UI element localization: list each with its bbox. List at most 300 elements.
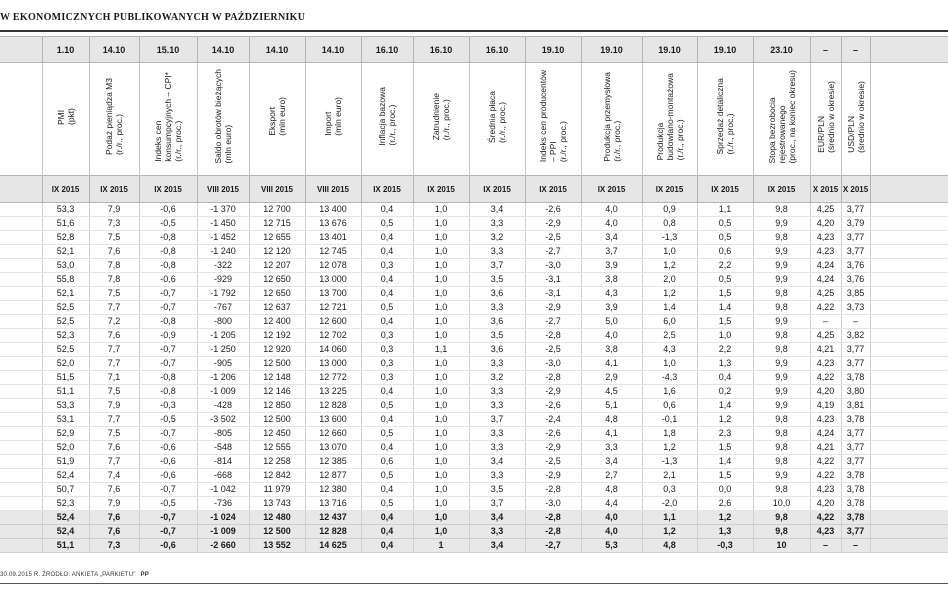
value-cell: 3,3 (469, 441, 525, 455)
value-cell: 53,3 (42, 399, 89, 413)
value-cell: 9,9 (753, 469, 810, 483)
value-cell: 7,7 (89, 343, 139, 357)
value-cell: 3,76 (841, 259, 870, 273)
value-cell: 1,0 (413, 469, 469, 483)
value-cell: -1 206 (197, 371, 249, 385)
value-cell: 12 500 (249, 413, 305, 427)
value-cell: 12 715 (249, 217, 305, 231)
table-row (0, 399, 948, 413)
value-cell: 12 555 (249, 441, 305, 455)
row-tail-cell (870, 511, 948, 525)
value-cell: 13 401 (305, 231, 361, 245)
value-cell: 12 828 (305, 525, 361, 539)
value-cell: 12 702 (305, 329, 361, 343)
row-tail-cell (870, 385, 948, 399)
value-cell: 11 979 (249, 483, 305, 497)
row-tail-cell (870, 399, 948, 413)
period-cell: IX 2015 (525, 176, 581, 203)
value-cell: -814 (197, 455, 249, 469)
value-cell: 3,3 (469, 245, 525, 259)
value-cell: 2,3 (697, 427, 753, 441)
value-cell: 0,4 (361, 273, 413, 287)
table-row (0, 455, 948, 469)
value-cell: 0,0 (697, 483, 753, 497)
value-cell: -0,8 (139, 259, 197, 273)
value-cell: 0,4 (361, 511, 413, 525)
row-tail-cell (870, 231, 948, 245)
value-cell: 1,0 (413, 231, 469, 245)
value-cell: 3,3 (469, 525, 525, 539)
value-cell: 2,9 (581, 371, 642, 385)
value-cell: 3,9 (581, 259, 642, 273)
value-cell: 0,4 (361, 385, 413, 399)
value-cell: 1,0 (413, 441, 469, 455)
value-cell: 9,8 (753, 525, 810, 539)
value-cell: -905 (197, 357, 249, 371)
value-cell: 1,1 (697, 203, 753, 217)
column-header-label: Saldo obrotów bieżących (mln euro) (213, 69, 233, 164)
value-cell: 7,7 (89, 357, 139, 371)
value-cell: -767 (197, 301, 249, 315)
value-cell: 3,2 (469, 231, 525, 245)
table-row (0, 259, 948, 273)
value-cell: 13 676 (305, 217, 361, 231)
value-cell: -0,8 (139, 315, 197, 329)
value-cell: -0,7 (139, 525, 197, 539)
value-cell: 7,3 (89, 217, 139, 231)
value-cell: 12 655 (249, 231, 305, 245)
value-cell: 1,0 (413, 483, 469, 497)
value-cell: -2,8 (525, 525, 581, 539)
row-label-cell (0, 301, 42, 315)
value-cell: 4,23 (810, 413, 841, 427)
value-cell: 7,8 (89, 259, 139, 273)
value-cell: -2,5 (525, 343, 581, 357)
value-cell: 12 385 (305, 455, 361, 469)
value-cell: 1,0 (642, 245, 697, 259)
value-cell: 9,9 (753, 245, 810, 259)
value-cell: -0,9 (139, 329, 197, 343)
release-date-cell: 23.10 (753, 37, 810, 63)
value-cell: 0,6 (361, 455, 413, 469)
row-label-cell (0, 385, 42, 399)
value-cell: 52,4 (42, 469, 89, 483)
value-cell: 9,9 (753, 399, 810, 413)
value-cell: -1 450 (197, 217, 249, 231)
value-cell: 4,21 (810, 343, 841, 357)
value-cell: 4,8 (581, 413, 642, 427)
value-cell: 4,0 (581, 203, 642, 217)
row-label-cell (0, 483, 42, 497)
row-label-cell (0, 217, 42, 231)
period-cell: X 2015 (841, 176, 870, 203)
value-cell: 0,3 (642, 483, 697, 497)
value-cell: 9,8 (753, 231, 810, 245)
value-cell: 4,22 (810, 371, 841, 385)
row-tail-cell (870, 357, 948, 371)
value-cell: 3,3 (469, 427, 525, 441)
value-cell: 0,4 (361, 483, 413, 497)
value-cell: 1,2 (697, 413, 753, 427)
value-cell: 3,5 (469, 329, 525, 343)
indicator-name-cell (810, 63, 841, 176)
value-cell: 12 480 (249, 511, 305, 525)
value-cell: 1,2 (697, 511, 753, 525)
row-label-cell (0, 441, 42, 455)
value-cell: 12 148 (249, 371, 305, 385)
value-cell: 13 400 (305, 203, 361, 217)
value-cell: -2,9 (525, 217, 581, 231)
indicator-name-cell (469, 63, 525, 176)
value-cell: 7,6 (89, 483, 139, 497)
row-label-cell (0, 371, 42, 385)
value-cell: -0,7 (139, 483, 197, 497)
value-cell: -0,5 (139, 413, 197, 427)
row-tail-cell (870, 525, 948, 539)
value-cell: 7,9 (89, 497, 139, 511)
value-cell: 51,6 (42, 217, 89, 231)
value-cell: 1,2 (642, 441, 697, 455)
value-cell: -0,6 (139, 441, 197, 455)
release-date-cell: 1.10 (42, 37, 89, 63)
value-cell: 52,1 (42, 287, 89, 301)
row-tail-cell (870, 371, 948, 385)
value-cell: 3,3 (469, 469, 525, 483)
value-cell: -548 (197, 441, 249, 455)
value-cell: 4,3 (642, 343, 697, 357)
value-cell: 13 225 (305, 385, 361, 399)
row-label-cell (0, 413, 42, 427)
value-cell: -0,7 (139, 287, 197, 301)
release-date-cell: 16.10 (361, 37, 413, 63)
release-date-cell: 19.10 (697, 37, 753, 63)
value-cell: 4,23 (810, 483, 841, 497)
value-cell: 1,0 (642, 357, 697, 371)
value-cell: 0,4 (361, 539, 413, 553)
value-cell: 4,22 (810, 511, 841, 525)
value-cell: 1,0 (413, 301, 469, 315)
value-cell: -0,8 (139, 231, 197, 245)
value-cell: -3,1 (525, 287, 581, 301)
source-footnote (0, 572, 149, 578)
value-cell: -2,9 (525, 441, 581, 455)
period-cell: X 2015 (810, 176, 841, 203)
value-cell: 3,3 (581, 441, 642, 455)
release-date-cell: 19.10 (581, 37, 642, 63)
value-cell: 9,8 (753, 413, 810, 427)
row-tail-cell (870, 315, 948, 329)
table-row (0, 217, 948, 231)
value-cell: 3,3 (469, 399, 525, 413)
value-cell: 3,78 (841, 469, 870, 483)
value-cell: 1,8 (642, 427, 697, 441)
value-cell: 3,79 (841, 217, 870, 231)
value-cell: 3,82 (841, 329, 870, 343)
value-cell: -1 009 (197, 525, 249, 539)
period-cell: IX 2015 (139, 176, 197, 203)
value-cell: 0,5 (361, 497, 413, 511)
value-cell: 3,3 (469, 357, 525, 371)
indicator-name-cell (361, 63, 413, 176)
value-cell: 3,6 (469, 343, 525, 357)
value-cell: 1,4 (697, 301, 753, 315)
indicator-name-cell (42, 63, 89, 176)
value-cell: 9,8 (753, 427, 810, 441)
value-cell: -3,0 (525, 357, 581, 371)
publisher-logo: PP (140, 572, 149, 578)
value-cell: 9,9 (753, 259, 810, 273)
value-cell: -736 (197, 497, 249, 511)
value-cell: -0,5 (139, 497, 197, 511)
value-cell: 1,0 (413, 497, 469, 511)
value-cell: 0,5 (361, 399, 413, 413)
row-tail-cell (870, 427, 948, 441)
value-cell: 7,6 (89, 245, 139, 259)
column-header-label: Produkcja przemysłowa (r./r., proc.) (601, 71, 622, 162)
value-cell: 1,0 (413, 203, 469, 217)
row-label-cell (0, 357, 42, 371)
column-header-label: Indeks cen producentów – PPI (r./r., proc.) (538, 70, 568, 163)
summary-row (0, 511, 948, 525)
row-tail-cell (870, 217, 948, 231)
value-cell: 12 877 (305, 469, 361, 483)
table-row (0, 469, 948, 483)
value-cell: – (810, 315, 841, 329)
value-cell: 2,2 (697, 343, 753, 357)
value-cell: 12 637 (249, 301, 305, 315)
column-header-label: Indeks cen konsumpcyjnych – CPI* (r./r., proc.) (153, 71, 183, 162)
value-cell: 1,3 (697, 525, 753, 539)
value-cell: 12 745 (305, 245, 361, 259)
release-date-cell: 19.10 (642, 37, 697, 63)
release-date-cell: 14.10 (249, 37, 305, 63)
value-cell: 6,0 (642, 315, 697, 329)
table-row (0, 315, 948, 329)
table-row (0, 301, 948, 315)
value-cell: 0,5 (361, 301, 413, 315)
value-cell: 12 400 (249, 315, 305, 329)
row-label-cell (0, 231, 42, 245)
value-cell: 4,0 (581, 329, 642, 343)
value-cell: 0,4 (361, 315, 413, 329)
value-cell: 7,3 (89, 539, 139, 553)
value-cell: 4,22 (810, 455, 841, 469)
row-tail-cell (870, 273, 948, 287)
value-cell: 7,2 (89, 315, 139, 329)
release-date-cell: – (810, 37, 841, 63)
value-cell: 52,5 (42, 301, 89, 315)
release-date-cell: 15.10 (139, 37, 197, 63)
value-cell: 0,4 (361, 525, 413, 539)
value-cell: -1,3 (642, 455, 697, 469)
value-cell: -0,8 (139, 245, 197, 259)
row-tail-cell (870, 469, 948, 483)
value-cell: 12 850 (249, 399, 305, 413)
value-cell: 12 660 (305, 427, 361, 441)
period-cell (870, 176, 948, 203)
value-cell: 3,8 (581, 343, 642, 357)
value-cell: 4,1 (581, 357, 642, 371)
indicator-name-cell (870, 63, 948, 176)
forecast-table (0, 36, 948, 553)
value-cell: 4,23 (810, 245, 841, 259)
value-cell: 4,0 (581, 511, 642, 525)
release-date-cell (870, 37, 948, 63)
value-cell: -0,6 (139, 203, 197, 217)
period-cell: IX 2015 (469, 176, 525, 203)
value-cell: 1,3 (697, 357, 753, 371)
value-cell: 1,0 (413, 413, 469, 427)
value-cell: 12 380 (305, 483, 361, 497)
value-cell: 12 500 (249, 357, 305, 371)
value-cell: 2,6 (697, 497, 753, 511)
column-header-label: PMI (pkt) (55, 108, 76, 125)
value-cell: 3,3 (469, 301, 525, 315)
row-tail-cell (870, 455, 948, 469)
value-cell: 53,3 (42, 203, 89, 217)
period-cell: IX 2015 (361, 176, 413, 203)
indicator-name-cell (305, 63, 361, 176)
value-cell: -0,3 (697, 539, 753, 553)
title-rule (0, 30, 948, 32)
indicator-name-cell (89, 63, 139, 176)
value-cell: 0,2 (697, 385, 753, 399)
column-header-label: Podaż pieniądza M3 (r./r., proc.) (104, 77, 124, 156)
value-cell: 10,0 (753, 497, 810, 511)
value-cell: 1,0 (413, 399, 469, 413)
row-tail-cell (870, 497, 948, 511)
table-row (0, 371, 948, 385)
value-cell: -2,9 (525, 385, 581, 399)
summary-row (0, 525, 948, 539)
value-cell: 0,5 (697, 231, 753, 245)
table-title: W EKONOMICZNYCH PUBLIKOWANYCH W PAŹDZIERNIKU (0, 12, 306, 23)
value-cell: 3,5 (469, 273, 525, 287)
value-cell: 4,20 (810, 217, 841, 231)
value-cell: 13 000 (305, 273, 361, 287)
value-cell: 12 500 (249, 525, 305, 539)
indicator-name-cell (753, 63, 810, 176)
value-cell: -4,3 (642, 371, 697, 385)
value-cell: – (841, 539, 870, 553)
value-cell: 1,0 (413, 357, 469, 371)
row-label-cell (0, 329, 42, 343)
value-cell: 4,22 (810, 469, 841, 483)
row-label-cell (0, 497, 42, 511)
column-header-label: Stopa bezrobocia rejestrowanego (proc., na koniec okresu) (766, 69, 797, 164)
value-cell: 1,4 (697, 399, 753, 413)
value-cell: 1,0 (413, 287, 469, 301)
release-date-cell: 14.10 (89, 37, 139, 63)
value-cell: 0,5 (697, 217, 753, 231)
value-cell: 0,9 (642, 203, 697, 217)
value-cell: 5,0 (581, 315, 642, 329)
table-row (0, 343, 948, 357)
value-cell: 52,4 (42, 511, 89, 525)
value-cell: -3,1 (525, 273, 581, 287)
value-cell: 0,4 (361, 203, 413, 217)
value-cell: 9,8 (753, 203, 810, 217)
value-cell: -0,3 (139, 399, 197, 413)
value-cell: -0,6 (139, 455, 197, 469)
value-cell: 7,1 (89, 371, 139, 385)
value-cell: 3,77 (841, 343, 870, 357)
indicator-name-cell (581, 63, 642, 176)
column-header-label: Średnia płaca (r./r., proc.) (487, 90, 507, 143)
row-tail-cell (870, 203, 948, 217)
value-cell: 3,77 (841, 245, 870, 259)
value-cell: -2,5 (525, 455, 581, 469)
value-cell: -1 009 (197, 385, 249, 399)
value-cell: -322 (197, 259, 249, 273)
value-cell: 13 600 (305, 413, 361, 427)
value-cell: -2,6 (525, 399, 581, 413)
value-cell: -0,1 (642, 413, 697, 427)
value-cell: -1 240 (197, 245, 249, 259)
column-header-label: EUR/PLN (średnio w okresie) (815, 80, 836, 153)
column-header-label: USD/PLN (średnio w okresie) (845, 80, 866, 153)
value-cell: -0,5 (139, 217, 197, 231)
value-cell: 1,1 (413, 343, 469, 357)
value-cell: 3,5 (469, 483, 525, 497)
value-cell: -1,3 (642, 231, 697, 245)
row-tail-cell (870, 343, 948, 357)
value-cell: 52,1 (42, 245, 89, 259)
value-cell: 4,1 (581, 427, 642, 441)
value-cell: -2,4 (525, 413, 581, 427)
value-cell: 7,6 (89, 441, 139, 455)
table-row (0, 483, 948, 497)
value-cell: 2,0 (642, 273, 697, 287)
value-cell: 51,5 (42, 371, 89, 385)
value-cell: 4,4 (581, 497, 642, 511)
release-date-cell: 16.10 (413, 37, 469, 63)
release-date-cell: 14.10 (197, 37, 249, 63)
value-cell: 12 700 (249, 203, 305, 217)
value-cell: 12 120 (249, 245, 305, 259)
value-cell: -1 205 (197, 329, 249, 343)
row-tail-cell (870, 539, 948, 553)
value-cell: 1,1 (642, 511, 697, 525)
value-cell: 4,23 (810, 231, 841, 245)
period-cell: IX 2015 (753, 176, 810, 203)
value-cell: 0,4 (361, 441, 413, 455)
header-periods (0, 176, 948, 203)
value-cell: 12 650 (249, 273, 305, 287)
value-cell: 52,0 (42, 441, 89, 455)
value-cell: 7,5 (89, 287, 139, 301)
value-cell: 53,0 (42, 259, 89, 273)
value-cell: 7,9 (89, 203, 139, 217)
value-cell: 4,23 (810, 357, 841, 371)
value-cell: 53,1 (42, 413, 89, 427)
value-cell: 7,5 (89, 231, 139, 245)
value-cell: 12 192 (249, 329, 305, 343)
value-cell: 0,3 (361, 357, 413, 371)
indicator-name-cell (642, 63, 697, 176)
value-cell: 1,2 (642, 525, 697, 539)
value-cell: -0,6 (139, 469, 197, 483)
row-tail-cell (870, 287, 948, 301)
value-cell: 2,1 (642, 469, 697, 483)
header-indicator-names (0, 63, 948, 176)
value-cell: 1,5 (697, 287, 753, 301)
row-tail-cell (870, 301, 948, 315)
value-cell: 50,7 (42, 483, 89, 497)
column-header-label: Eksport (mln euro) (267, 97, 287, 136)
value-cell: 9,9 (753, 217, 810, 231)
value-cell: 1,5 (697, 315, 753, 329)
